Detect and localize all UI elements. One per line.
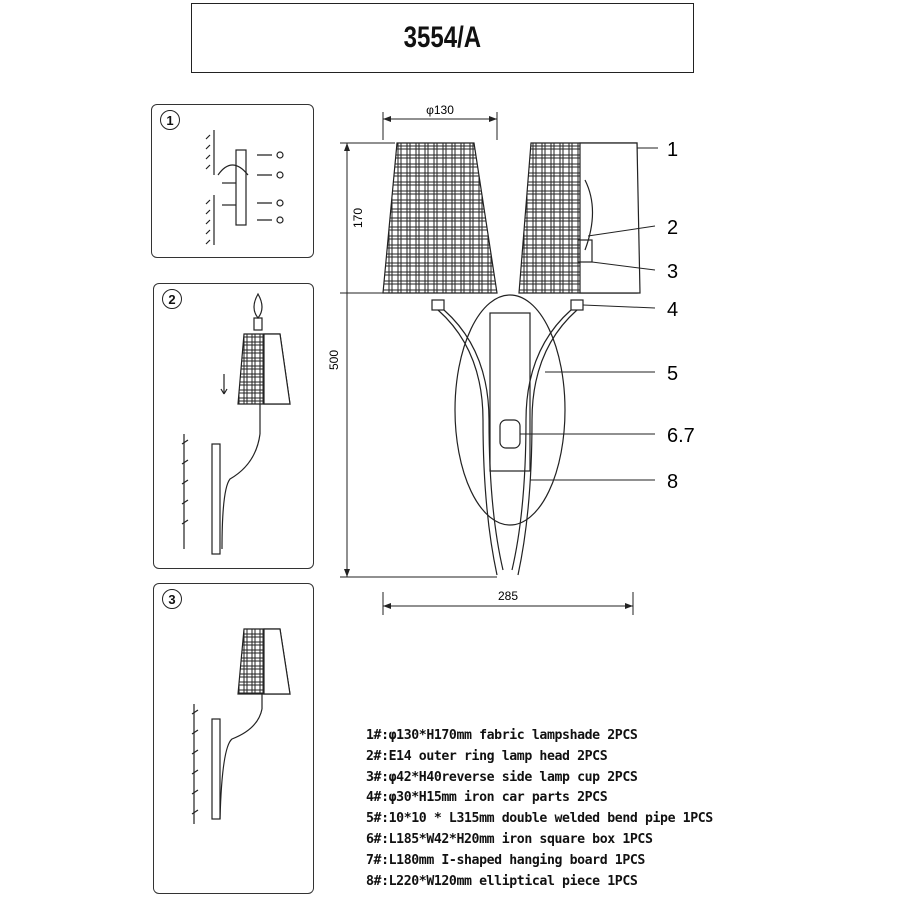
callout-5: 5	[667, 363, 679, 385]
left-lampshade	[383, 143, 497, 293]
dimension-shade-height: 170	[351, 207, 365, 229]
part-item: 3#:φ42*H40reverse side lamp cup 2PCS	[366, 769, 638, 785]
callout-2: 2	[667, 217, 679, 239]
elliptical-plate	[455, 295, 565, 525]
square-box	[490, 313, 530, 471]
callout-6-7: 6.7	[667, 425, 695, 447]
callout-4: 4	[667, 299, 679, 321]
part-item: 1#:φ130*H170mm fabric lampshade 2PCS	[366, 728, 638, 743]
callout-8: 8	[667, 471, 679, 493]
step-number: 3	[162, 589, 182, 609]
right-pipe	[512, 310, 577, 575]
part-item: 8#:L220*W120mm elliptical piece 1PCS	[366, 873, 638, 889]
step-number: 1	[160, 110, 180, 130]
callout-3: 3	[667, 261, 679, 283]
dimension-total-height: 500	[327, 349, 341, 371]
dimension-shade-diameter: φ130	[426, 103, 454, 117]
part-item: 6#:L185*W42*H20mm iron square box 1PCS	[366, 831, 653, 847]
part-item: 7#:L180mm I-shaped hanging board 1PCS	[366, 852, 645, 868]
parts-list	[366, 726, 713, 892]
part-item: 5#:10*10 * L315mm double welded bend pipe 1PCS	[366, 811, 713, 827]
step-number: 2	[162, 289, 182, 309]
dimension-total-width: 285	[497, 589, 519, 603]
part-item: 4#:φ30*H15mm iron car parts 2PCS	[366, 790, 608, 806]
left-pipe	[438, 310, 503, 575]
callout-1: 1	[667, 139, 679, 161]
part-item: 2#:E14 outer ring lamp head 2PCS	[366, 748, 608, 764]
model-number: 3554/A	[403, 21, 482, 54]
